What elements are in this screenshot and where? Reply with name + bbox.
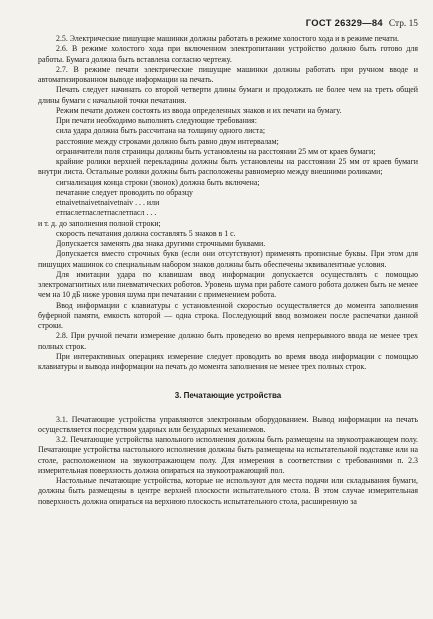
paragraph: 2.6. В режиме холостого хода при включенном электропитании устройство должно быть готово для работы. Бумага должна быть вставлена согласно чертежу.: [38, 44, 418, 64]
paragraph: 2.7. В режиме печати электрические пишущие машинки должны работать при ручном вводе и автоматизированном выводе информации на печать.: [38, 64, 418, 84]
paragraph: Допускается заменять два знака другими строчными буквами.: [56, 239, 266, 248]
paragraph: и т. д. до заполнения полной строки;: [38, 218, 161, 228]
paragraph: Печать следует начинать со второй четверти длины бумаги и продолжать не более чем на треть общей длины бумаги с начальной точки печатания.: [38, 85, 418, 105]
paragraph: скорость печатания должна составлять 5 знаков в 1 с.: [56, 228, 236, 238]
section-heading: 3. Печатающие устройства: [174, 391, 282, 401]
paragraph: Допускается вместо строчных букв (если они отсутствуют) применять прописные буквы. При этом для пишущих машинок со специальным набором знаков должны быть обеспечены эквивалентные условия.: [38, 249, 418, 269]
paragraph: 3.2. Печатающие устройства напольного исполнения должны быть размещены на звукоотражающем полу. Печатающие устройства настольного исполнения должны быть размещены на испытательной подставке или на столе, расположенном на звукоотражающем полу. Для измерения в соответствии с требованиями п. 2.3 измерительная поверхность должна опираться на звукоотражающий пол.: [38, 435, 418, 475]
paragraph: Настольные печатающие устройства, которые не используют для места подачи или складывания бумаги, должны быть размещены в центре верхней плоскости испытательного стола. В этом случае измерительная поверхность должна опираться на верхнюю плоскость испытательного стола, расширенную за: [38, 476, 418, 506]
paragraph: etnaivetnaivetnaivetnaiv . . . или: [56, 198, 160, 207]
paragraph: При печати необходимо выполнять следующие требования:: [56, 116, 257, 125]
standard-number: ГОСТ 26329—84: [305, 17, 383, 28]
page-header: [306, 17, 418, 29]
paragraph: етпаслетпаслетпаслетпасл . . .: [56, 208, 157, 218]
document-body: [38, 34, 418, 507]
paragraph: печатание следует проводить по образцу: [56, 187, 193, 197]
paragraph: ограничители поля страницы должны быть установлены на расстоянии 25 мм от краев бумаги;: [56, 146, 376, 156]
paragraph: 2.8. При ручной печати измерение должно быть проведено во время непрерывного ввода не менее трех полных строк.: [38, 331, 418, 351]
paragraph: крайние ролики верхней перекладины должны быть установлены на расстоянии 25 мм от краев бумаги внутри листа. Остальные ролики должны быть расположены равномерно между внешними роликами;: [38, 157, 418, 177]
paragraph: 2.5. Электрические пишущие машинки должны работать в режиме холостого хода и в режиме печати.: [56, 34, 400, 43]
paragraph: Для имитации удара по клавишам ввод информации допускается осуществлять с помощью электромагнитных или пневматических роботов. Уровень шума при работе самого робота должен быть не менее чем на 10 дБ ниже уровня шума при печатании с применением робота.: [38, 269, 418, 300]
paragraph: При интерактивных операциях измерение следует проводить во время ввода информации с помощью клавиатуры и вывода информации на печать до момента заполнения не менее трех полных строк.: [38, 351, 418, 371]
paragraph: сигнализация конца строки (звонок) должна быть включена;: [56, 177, 260, 187]
paragraph: Ввод информации с клавиатуры с установленной скоростью осуществляется до момента заполнения буферной памяти, емкость которой — одна строка. Последующий ввод возможен после распечатки данной строки.: [38, 300, 418, 330]
paragraph: сила удара должна быть рассчитана на толщину одного листа;: [56, 126, 266, 136]
paragraph: Режим печати должен состоять из ввода определенных знаков и их печати на бумагу.: [56, 105, 342, 115]
paragraph: расстояние между строками должно быть равно двум интервалам;: [56, 136, 279, 146]
page-number: Стр. 15: [388, 19, 418, 29]
paragraph: 3.1. Печатающие устройства управляются электронным оборудованием. Вывод информации на печать осуществляется посредством ударных или безударных механизмов.: [38, 414, 418, 434]
